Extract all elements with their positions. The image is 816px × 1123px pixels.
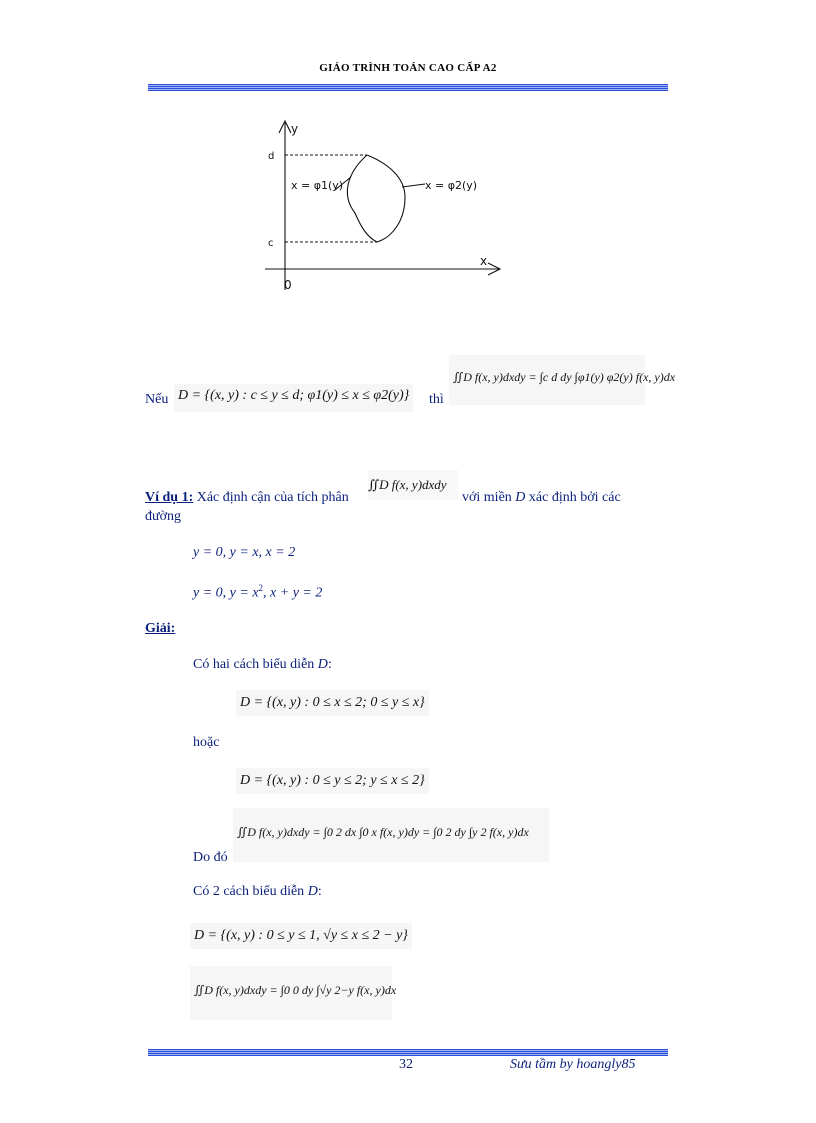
left-curve-label: x = φ1(y) [291,179,344,192]
case-2-superscript: 2 [258,583,264,593]
y-axis-label: y [291,122,299,136]
right-curve-label: x = φ2(y) [425,179,478,192]
domain-representation-2: D = {(x, y) : 0 ≤ y ≤ 2; y ≤ x ≤ 2} [236,768,429,794]
or-text: hoặc [193,735,220,750]
left-boundary-curve [347,155,377,242]
right-curve-pointer [402,184,425,187]
case-2-part-2: , x + y = 2 [263,585,323,601]
example-text-after-1: với miền [462,490,512,505]
page-header-title: GIÁO TRÌNH TOÁN CAO CẤP A2 [319,62,497,74]
solution-label: Giải: [145,621,176,636]
example-text-after-2: xác định bởi các [528,490,621,505]
solution-line-2-text: Có 2 cách biểu diễn [193,884,305,899]
example-domain-symbol: D [515,490,526,505]
domain-representation-1: D = {(x, y) : 0 ≤ x ≤ 2; 0 ≤ y ≤ x} [236,690,429,716]
case-1-equations: y = 0, y = x, x = 2 [193,545,296,560]
example-line-2: đường [145,509,181,524]
page-number: 32 [399,1057,413,1072]
example-line-1 [145,490,349,506]
footer-rule [148,1049,668,1056]
double-integral-formula-1: ∬D f(x, y)dxdy = ∫0 2 dx ∫0 x f(x, y)dy = ∫0 2 dy ∫y 2 f(x, y)dx [233,808,549,862]
solution-line-1-text: Có hai cách biểu diễn [193,657,315,672]
solution-line-1 [193,657,332,673]
solution-line-1-symbol: D [317,657,328,672]
example-label: Ví dụ 1: [145,490,194,505]
domain-representation-3: D = {(x, y) : 0 ≤ y ≤ 1, √y ≤ x ≤ 2 − y} [190,923,412,949]
example-text-before: Xác định cận của tích phân [196,490,349,505]
iterated-integral-formula: ∬D f(x, y)dxdy = ∫c d dy ∫φ1(y) φ2(y) f(x, y)dx [449,355,645,405]
example-line-1-end [462,490,621,506]
do-do-text: Do đó [193,850,228,865]
domain-formula: D = {(x, y) : c ≤ y ≤ d; φ1(y) ≤ x ≤ φ2(y)} [174,384,413,412]
d-label: d [268,151,275,162]
header-rule [148,84,668,91]
solution-line-2-symbol: D [307,884,318,899]
example-case-1 [193,545,295,561]
example-integral: ∬D f(x, y)dxdy [368,470,458,500]
c-label: c [268,238,274,249]
origin-label: 0 [284,278,292,292]
region-figure [255,115,515,295]
x-axis-label: x [480,254,488,268]
neu-text: Nếu [145,392,169,407]
solution-line-2-colon: : [317,884,322,899]
solution-line-2 [193,884,322,900]
solution-line-1-colon: : [327,657,332,672]
right-boundary-curve [367,155,405,242]
double-integral-formula-2: ∬D f(x, y)dxdy = ∫0 0 dy ∫√y 2−y f(x, y)dx [190,966,392,1020]
example-case-2 [193,583,322,602]
thi-text: thì [429,392,444,407]
case-2-part-1: y = 0, y = x [193,585,259,601]
footer-credit: Sưu tầm by hoangly85 [510,1057,636,1072]
